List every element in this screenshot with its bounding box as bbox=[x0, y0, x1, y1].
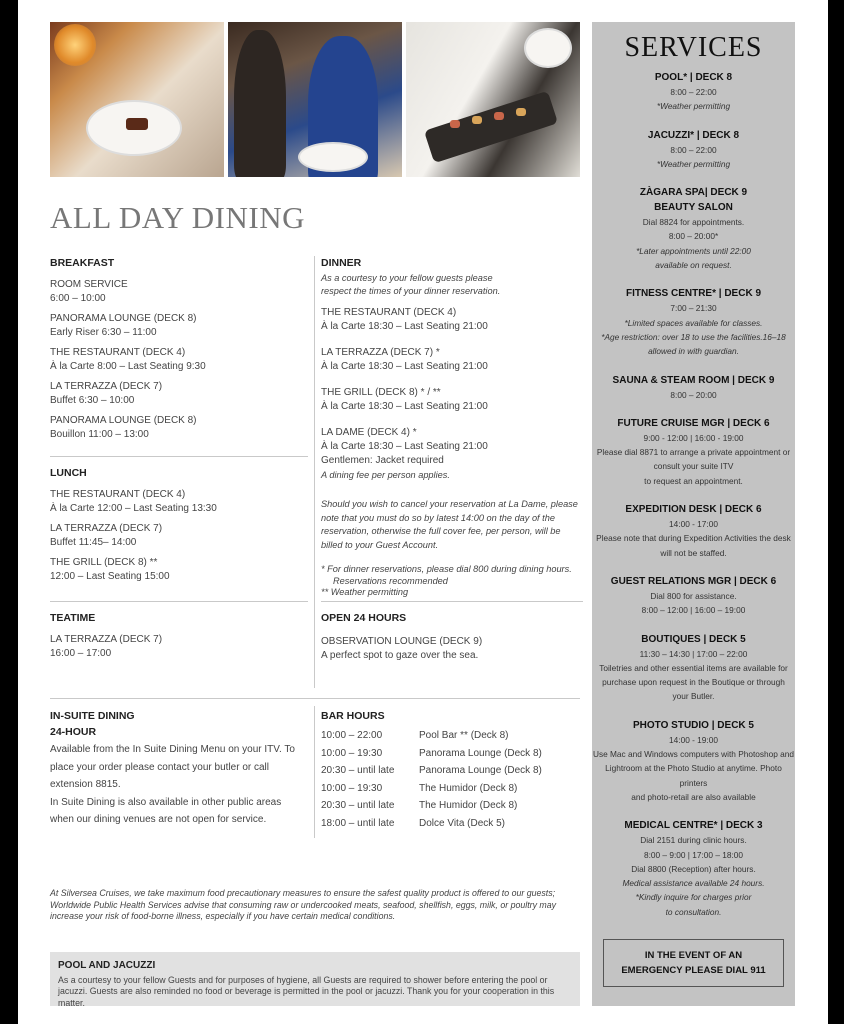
service-detail: Please dial 8871 to arrange a private appointment or bbox=[596, 447, 791, 458]
service-note: *Later appointments until 22:00 bbox=[636, 245, 751, 256]
service-item bbox=[592, 502, 795, 560]
insuite-section bbox=[50, 709, 300, 829]
service-heading: FUTURE CRUISE MGR | DECK 6 bbox=[617, 417, 770, 429]
service-detail: Lightroom at the Photo Studio at anytime. Photo printers bbox=[605, 763, 782, 788]
pool-text: As a courtesy to your fellow Guests and for purposes of hygiene, all Guests are required to shower before entering the pool or jacuzzi. Guests are also reminded no food or beverage is permitted in the pool or jacuzzi. Thank you for your cooperation in this matter. bbox=[58, 974, 555, 1008]
service-detail: 11:30 – 14:30 | 17:00 – 22:00 bbox=[639, 648, 748, 659]
service-detail: 8:00 – 20:00* bbox=[668, 231, 719, 242]
insuite-text: Available from the In Suite Dining Menu on your ITV. To place your order please contact your butler or call extension 8815. bbox=[50, 744, 295, 790]
service-heading: JACUZZI* | DECK 8 bbox=[647, 129, 740, 141]
service-detail: your Butler. bbox=[672, 691, 715, 702]
service-heading: BOUTIQUES | DECK 5 bbox=[641, 633, 746, 645]
column-divider bbox=[314, 706, 315, 838]
photo-strip bbox=[50, 22, 580, 177]
service-note: allowed in with guardian. bbox=[648, 346, 739, 357]
plated-dessert-photo bbox=[50, 22, 224, 177]
menu-page bbox=[18, 0, 828, 1024]
service-note: available on request. bbox=[655, 260, 732, 271]
service-heading: BEAUTY SALON bbox=[654, 202, 733, 214]
table-row: 10:00 – 19:30 Panorama Lounge (Deck 8) bbox=[321, 747, 542, 759]
insuite-subheading: 24-HOUR bbox=[50, 726, 97, 738]
pool-heading: POOL AND JACUZZI bbox=[58, 960, 156, 971]
service-detail: Dial 8800 (Reception) after hours. bbox=[631, 863, 756, 874]
service-detail: will not be staffed. bbox=[660, 547, 727, 558]
list-item: PANORAMA LOUNGE (DECK 8) Early Riser 6:30 – 11:00 bbox=[50, 313, 197, 338]
table-row: 10:00 – 22:00 Pool Bar ** (Deck 8) bbox=[321, 730, 509, 741]
emergency-line: IN THE EVENT OF AN bbox=[644, 950, 743, 961]
list-item: THE RESTAURANT (DECK 4) À la Carte 18:30 – Last Seating 21:00 bbox=[321, 307, 488, 332]
footnote-recommended: Reservations recommended bbox=[333, 575, 448, 586]
list-item: THE RESTAURANT (DECK 4) À la Carte 12:00 – Last Seating 13:30 bbox=[50, 489, 217, 514]
service-heading: PHOTO STUDIO | DECK 5 bbox=[633, 719, 754, 731]
lunch-section bbox=[50, 466, 308, 590]
table-row: 20:30 – until late The Humidor (Deck 8) bbox=[321, 800, 518, 811]
service-note: *Age restriction: over 18 to use the facilities.16–18 bbox=[601, 331, 786, 342]
service-note: to consultation. bbox=[665, 906, 722, 917]
service-item bbox=[592, 818, 795, 919]
service-detail: to request an appointment. bbox=[644, 475, 743, 486]
service-detail: 8:00 – 22:00 bbox=[670, 87, 717, 97]
service-item bbox=[592, 574, 795, 618]
service-heading: POOL* | DECK 8 bbox=[654, 72, 733, 83]
service-item bbox=[592, 185, 795, 272]
column-divider bbox=[314, 256, 315, 688]
appetizer-board-photo bbox=[406, 22, 580, 177]
services-title: SERVICES bbox=[624, 32, 763, 63]
service-note: *Weather permitting bbox=[656, 158, 731, 169]
service-detail: and photo-retail are also available bbox=[631, 791, 756, 802]
list-item: ROOM SERVICE 6:00 – 10:00 bbox=[50, 279, 128, 304]
list-item: THE GRILL (DECK 8) * / ** À la Carte 18:30 – Last Seating 21:00 bbox=[321, 387, 488, 412]
service-note: Medical assistance available 24 hours. bbox=[622, 878, 765, 889]
service-detail: Dial 800 for assistance. bbox=[650, 590, 737, 601]
list-item: THE GRILL (DECK 8) ** 12:00 – Last Seating 15:00 bbox=[50, 557, 170, 582]
teatime-heading: TEATIME bbox=[50, 612, 96, 624]
service-item bbox=[592, 286, 795, 358]
food-safety-disclaimer: At Silversea Cruises, we take maximum food precautionary measures to ensure the safest quality product is offered to our guests; Worldwide Public Health Services advise that consuming raw or undercooked meats, seafood, shellfish, eggs, milk, or poultry may increase your risk of food-borne illness, especially if you have certain medical conditions. bbox=[50, 888, 557, 921]
list-item: THE RESTAURANT (DECK 4) À la Carte 8:00 – Last Seating 9:30 bbox=[50, 347, 206, 372]
service-detail: Use Mac and Windows computers with Photoshop and bbox=[592, 749, 795, 760]
list-item: LA TERRAZZA (DECK 7) 16:00 – 17:00 bbox=[50, 634, 163, 659]
service-heading: ZÀGARA SPA| DECK 9 bbox=[639, 187, 748, 199]
open24-section: OPEN 24 HOURS OBSERVATION LOUNGE (DECK 9) A perfect spot to gaze over the sea. bbox=[321, 611, 583, 663]
dinner-intro: As a courtesy to your fellow guests please respect the times of your dinner reservation. bbox=[321, 273, 501, 296]
emergency-line: EMERGENCY PLEASE DIAL 911 bbox=[621, 965, 766, 976]
service-detail: 8:00 – 12:00 | 16:00 – 19:00 bbox=[641, 605, 746, 616]
service-detail: 8:00 – 20:00 bbox=[670, 389, 717, 400]
dinner-heading: DINNER bbox=[321, 257, 362, 269]
page-title: ALL DAY DINING bbox=[50, 200, 305, 235]
pool-notice bbox=[50, 952, 580, 1006]
service-heading: GUEST RELATIONS MGR | DECK 6 bbox=[610, 575, 777, 587]
cancel-note: Should you wish to cancel your reservation at La Dame, please note that you must do so by latest 14:00 on the day of the reservation, otherwise the full cover fee, per person, will be billed to your Guest Account. bbox=[321, 499, 578, 550]
service-item bbox=[592, 70, 795, 114]
service-detail: purchase upon request in the Boutique or through bbox=[602, 677, 785, 688]
service-detail: 9:00 - 12:00 | 16:00 - 19:00 bbox=[643, 432, 744, 443]
breakfast-heading: BREAKFAST bbox=[50, 257, 115, 269]
service-item bbox=[592, 718, 795, 804]
service-detail: Toiletries and other essential items are available for bbox=[599, 662, 788, 673]
service-item bbox=[592, 416, 795, 488]
lunch-heading: LUNCH bbox=[50, 467, 87, 479]
service-note: *Limited spaces available for classes. bbox=[624, 317, 763, 328]
service-heading: FITNESS CENTRE* | DECK 9 bbox=[625, 288, 762, 300]
table-row: 10:00 – 19:30 The Humidor (Deck 8) bbox=[321, 782, 518, 794]
divider bbox=[50, 601, 308, 602]
list-item: LA TERRAZZA (DECK 7) Buffet 6:30 – 10:00 bbox=[50, 381, 163, 406]
service-heading: MEDICAL CENTRE* | DECK 3 bbox=[624, 820, 763, 832]
divider bbox=[50, 698, 580, 699]
insuite-text-2: In Suite Dining is also available in other public areas when our dining venues are not open for service. bbox=[50, 796, 282, 825]
service-item bbox=[592, 373, 795, 402]
service-detail: Dial 2151 during clinic hours. bbox=[640, 835, 747, 846]
open24-heading: OPEN 24 HOURS bbox=[321, 612, 407, 624]
service-detail: 8:00 – 9:00 | 17:00 – 18:00 bbox=[643, 849, 744, 860]
table-row: 18:00 – until late Dolce Vita (Deck 5) bbox=[321, 817, 505, 829]
footnote-weather: ** Weather permitting bbox=[321, 587, 409, 597]
service-note: *Kindly inquire for charges prior bbox=[635, 892, 752, 903]
insuite-heading: IN-SUITE DINING bbox=[50, 710, 135, 722]
service-detail: consult your suite ITV bbox=[653, 461, 734, 472]
services-panel bbox=[592, 22, 795, 1006]
service-detail: 14:00 - 19:00 bbox=[669, 734, 718, 745]
service-heading: SAUNA & STEAM ROOM | DECK 9 bbox=[612, 374, 775, 386]
bar-hours-section bbox=[321, 709, 583, 834]
list-item: LA TERRAZZA (DECK 7) * À la Carte 18:30 – Last Seating 21:00 bbox=[321, 347, 488, 372]
diners-photo bbox=[228, 22, 402, 177]
divider bbox=[50, 456, 308, 457]
bar-hours-heading: BAR HOURS bbox=[321, 710, 385, 722]
list-item: PANORAMA LOUNGE (DECK 8) Bouillon 11:00 – 13:00 bbox=[50, 415, 197, 440]
service-item bbox=[592, 632, 795, 704]
service-heading: EXPEDITION DESK | DECK 6 bbox=[625, 504, 762, 516]
list-item: LA DAME (DECK 4) * À la Carte 18:30 – Last Seating 21:00 Gentlemen: Jacket required A dining fee per person applies. bbox=[321, 427, 488, 480]
service-item bbox=[592, 128, 795, 172]
service-detail: 14:00 - 17:00 bbox=[669, 519, 718, 530]
divider bbox=[321, 601, 583, 602]
footnote-reservations: * For dinner reservations, please dial 800 during dining hours. bbox=[321, 564, 572, 574]
service-detail: Dial 8824 for appointments. bbox=[642, 217, 745, 228]
breakfast-section bbox=[50, 256, 308, 448]
emergency-box bbox=[603, 939, 784, 987]
teatime-section bbox=[50, 611, 308, 667]
table-row: 20:30 – until late Panorama Lounge (Deck 8) bbox=[321, 765, 542, 776]
service-note: *Weather permitting bbox=[656, 101, 731, 112]
dinner-section bbox=[321, 256, 583, 599]
service-detail: 8:00 – 22:00 bbox=[670, 144, 717, 155]
services-list bbox=[592, 70, 795, 919]
list-item: LA TERRAZZA (DECK 7) Buffet 11:45– 14:00 bbox=[50, 523, 163, 548]
service-detail: 7:00 – 21:30 bbox=[670, 303, 717, 314]
service-detail: Please note that during Expedition Activities the desk bbox=[596, 533, 791, 544]
